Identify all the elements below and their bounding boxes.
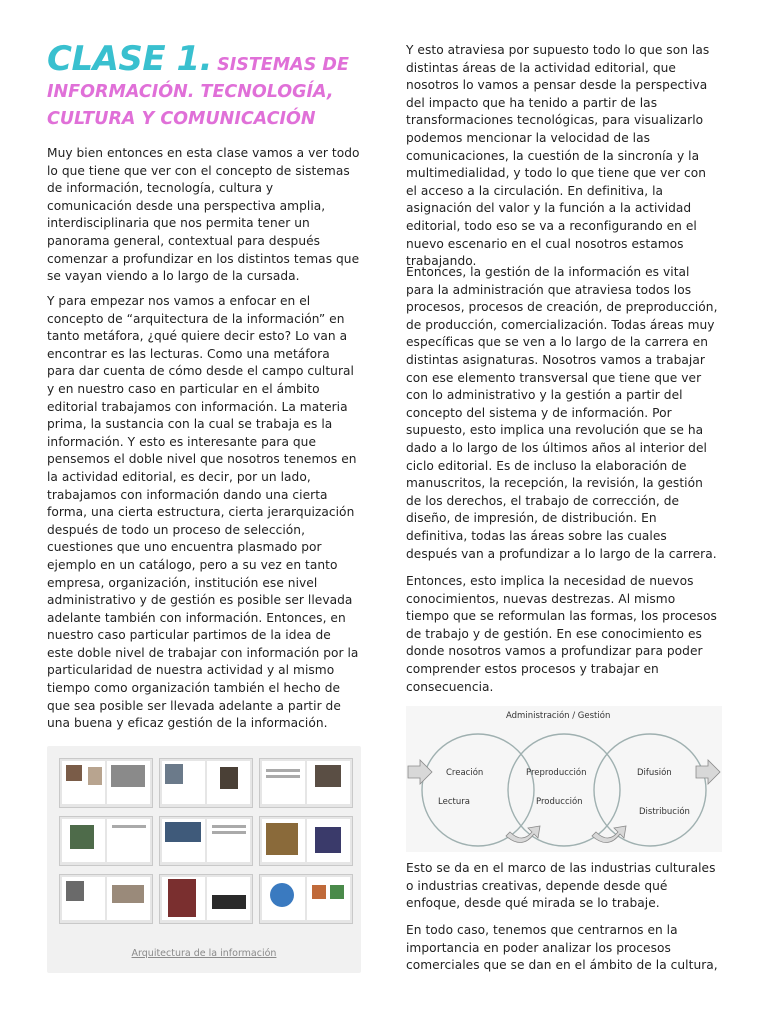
diagram-label-preproduccion: Preproducción (526, 768, 587, 778)
paragraph-areas: Y esto atraviesa por supuesto todo lo que son las distintas áreas de la actividad editorial, que nosotros lo vamos a pensar desde la perspectiva del impacto que ha tenido a partir de las transformaciones tecnológicas, para visualizarlo podemos mencionar la velocidad de las comunicaciones, la cuestión de la sincronía y la multimedialidad, y todo lo que tiene que ver con el acceso a la circulación. En definitiva, la asignación del valor y la función a la actividad editorial, todo eso se va a reconfigurando en el nuevo escenario en el cual nosotros estamos trabajando. (406, 43, 710, 269)
catalog-thumbnails (59, 758, 351, 928)
paragraph-knowledge: Entonces, esto implica la necesidad de nuevos conocimientos, nuevas destrezas. Al mismo tiempo que se reformulan las formas, los procesos de trabajo y de gestión. En ese conocimiento es donde nosotros vamos a profundizar para poder comprender estos procesos y trabajar en consecuencia. (406, 574, 717, 694)
paragraph-cultural-industries: Esto se da en el marco de las industrias culturales o industrias creativas, depende desde qué enfoque, desde qué mirada se lo trabaje. (406, 861, 716, 911)
paragraph-architecture: Y para empezar nos vamos a enfocar en el concepto de “arquitectura de la información” en tanto metáfora, ¿qué quiere decir esto? Lo van a encontrar es las lecturas. Como una metáfora para dar cuenta de cómo desde el campo cultural y en nuestro caso en particular en el ámbito editorial trabajamos con información. La materia prima, la sustancia con la cual se trabaja es la información. Y esto es interesante para que pensemos el doble nivel que nosotros tenemos en la actividad editorial, es decir, por un lado, trabajamos con información dando una cierta forma, una cierta estructura, cierta jerarquización después de todo un proceso de selección, cuestiones que uno encuentra plasmado por ejemplo en un catálogo, pero a su vez en tanto empresa, organización, institución ese nivel administrativo y de gestión es posible ser llevada adelante también con información. Entonces, en nuestro caso particular partimos de la idea de este doble nivel de trabajar con información por la particularidad de nuestra actividad y al mismo tiempo como organización también el hecho de que sea posible ser llevada adelante a partir de una buena y eficaz gestión de la información. (47, 294, 359, 731)
diagram-label-lectura: Lectura (438, 797, 470, 807)
image-caption: Arquitectura de la información (131, 948, 277, 959)
paragraph-commercial-processes: En todo caso, tenemos que centrarnos en la importancia en poder analizar los procesos comerciales que se dan en el ámbito de la cultura, (406, 923, 718, 973)
paragraph-management: Entonces, la gestión de la información es vital para la administración que atraviesa todos los procesos, procesos de creación, de preproducción, de producción, comercialización. Todas áreas muy específicas que se ven a lo largo de la carrera en distintas asignaturas. Nosotros vamos a trabajar con ese elemento transversal que tiene que ver con lo administrativo y la gestión a partir del concepto del sistema y de información. Por supuesto, esto implica una revolución que se ha dado a lo largo de los últimos años al interior del ciclo editorial. Es de incluso la elaboración de manuscritos, la recepción, la revisión, la gestión de los derechos, el trabajo de corrección, de diseño, de impresión, de distribución. En definitiva, todas las áreas sobre las cuales después van a profundizar a lo largo de la carrera. (406, 265, 718, 561)
paragraph-intro: Muy bien entonces en esta clase vamos a ver todo lo que tiene que ver con el concepto de sistemas de información, tecnología, cultura y comunicación desde una perspectiva amplia, interdisciplinaria que nos permita tener un panorama general, contextual para después comenzar a profundizar en los distintos temas que se vayan viendo a lo largo de la cursada. (47, 146, 360, 284)
thumbnail (259, 758, 353, 808)
thumbnail (59, 816, 153, 866)
diagram-label-creacion: Creación (446, 768, 484, 778)
thumbnail (59, 758, 153, 808)
editorial-cycle-diagram (406, 706, 722, 852)
diagram-label-distribucion: Distribución (639, 807, 690, 817)
diagram-label-produccion: Producción (536, 797, 583, 807)
title-subtitle: SISTEMAS DE INFORMACIÓN. TECNOLOGÍA, CULTURA Y COMUNICACIÓN (47, 55, 349, 129)
thumbnail (259, 816, 353, 866)
thumbnail (159, 758, 253, 808)
thumbnail (259, 874, 353, 924)
page-title (47, 39, 367, 133)
diagram-title: Administración / Gestión (506, 711, 611, 721)
information-architecture-image (47, 746, 361, 973)
diagram-label-difusion: Difusión (637, 768, 672, 778)
title-main: CLASE 1. (47, 39, 213, 79)
thumbnail (159, 874, 253, 924)
cycle-circles (406, 706, 722, 852)
thumbnail (159, 816, 253, 866)
thumbnail (59, 874, 153, 924)
